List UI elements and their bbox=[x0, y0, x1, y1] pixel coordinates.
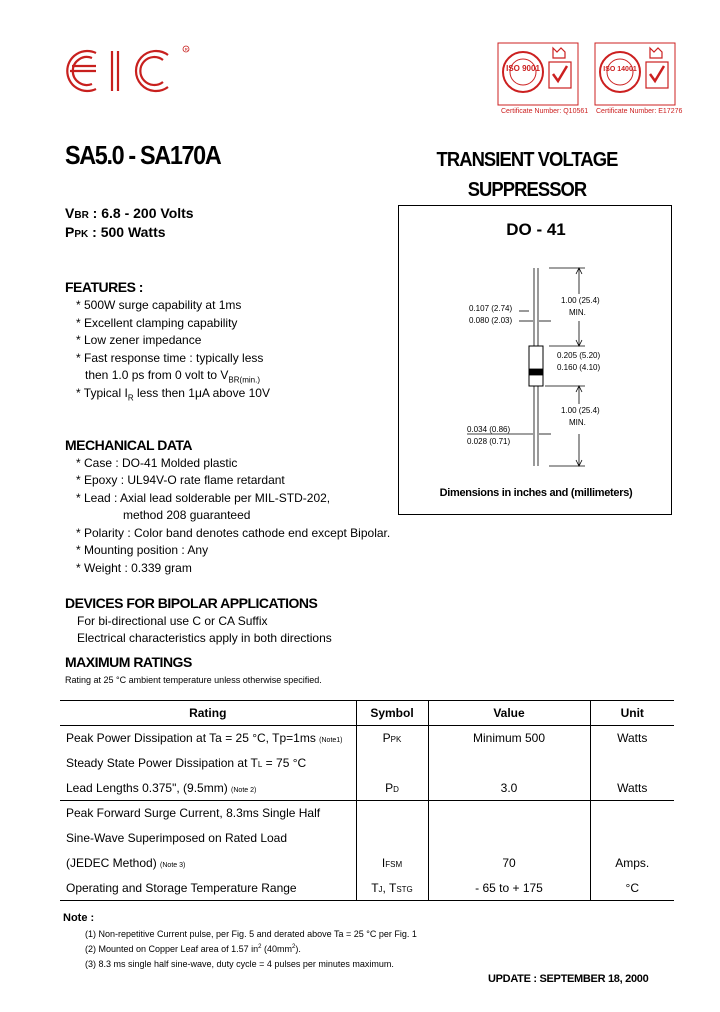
subtitle-line2: SUPPRESSOR bbox=[467, 179, 587, 201]
part-title: SA5.0 - SA170A bbox=[65, 140, 221, 170]
cert-iso9001 bbox=[497, 42, 587, 120]
cell-value: 70 bbox=[428, 851, 590, 876]
feature-item: * Low zener impedance bbox=[76, 333, 202, 347]
mechanical-item: * Epoxy : UL94V-O rate flame retardant bbox=[76, 473, 285, 487]
eic-logo bbox=[62, 45, 192, 97]
cell-rating: Peak Power Dissipation at Ta = 25 °C, Tp=1ms (Note1) bbox=[60, 726, 356, 751]
note-2: (2) Mounted on Copper Leaf area of 1.57 $in^2$ $(40mm^2)$. bbox=[85, 944, 301, 954]
feature-item: * Typical $I_R$ less then 1μA above 10V bbox=[76, 386, 270, 403]
dim-length-top: 1.00 (25.4) bbox=[561, 296, 600, 305]
note-3: (3) 8.3 ms single half sine-wave, duty cycle = 4 pulses per minutes maximum. bbox=[85, 959, 394, 969]
table-row bbox=[60, 801, 674, 826]
cell-unit: Watts bbox=[617, 780, 648, 795]
package-name: DO - 41 bbox=[506, 220, 566, 239]
cert-iso14001 bbox=[594, 42, 684, 120]
cert-number-9001: Certificate Number: Q10561 bbox=[501, 108, 589, 115]
dim-body-max: 0.205 (5.20) bbox=[557, 351, 601, 360]
diode-outline-icon bbox=[399, 206, 673, 516]
dim-lead-dia-min: 0.080 (2.03) bbox=[469, 316, 513, 325]
cell-symbol: PD bbox=[356, 776, 428, 801]
mechanical-item: * Mounting position : Any bbox=[76, 543, 209, 557]
spec-ppk: PPK : 500 Watts bbox=[65, 224, 166, 240]
table-header-row bbox=[60, 701, 674, 726]
update-date: UPDATE : SEPTEMBER 18, 2000 bbox=[488, 973, 649, 985]
svg-text:R: R bbox=[184, 46, 188, 52]
table-row bbox=[60, 826, 674, 851]
spec-vbr: VBR : 6.8 - 200 Volts bbox=[65, 205, 194, 221]
notes-heading: Note : bbox=[63, 912, 95, 924]
cell-value: Minimum 500 bbox=[428, 726, 590, 751]
mechanical-item: * Weight : 0.339 gram bbox=[76, 561, 192, 575]
cell-unit: Amps. bbox=[615, 856, 650, 870]
dim-body-min: 0.160 (4.10) bbox=[557, 363, 601, 372]
note-1: (1) Non-repetitive Current pulse, per Fig. 5 and derated above Ta = 25 °C per Fig. 1 bbox=[85, 929, 417, 939]
package-drawing bbox=[398, 205, 672, 515]
feature-item: then 1.0 ps from 0 volt to $V_{BR(min.)}$ bbox=[85, 368, 260, 385]
mechanical-heading: MECHANICAL DATA bbox=[65, 437, 193, 453]
cell-symbol: IFSM bbox=[356, 851, 428, 876]
cell-rating: Lead Lengths 0.375", (9.5mm) (Note 2) bbox=[60, 776, 356, 801]
bipolar-heading: DEVICES FOR BIPOLAR APPLICATIONS bbox=[65, 595, 318, 611]
mechanical-item: * Polarity : Color band denotes cathode end except Bipolar. bbox=[76, 526, 391, 540]
mechanical-item: * Lead : Axial lead solderable per MIL-STD-202, bbox=[76, 491, 331, 505]
subtitle-line1: TRANSIENT VOLTAGE bbox=[436, 149, 618, 171]
bipolar-item: For bi-directional use C or CA Suffix bbox=[77, 614, 268, 628]
cell-symbol: TJ, TSTG bbox=[356, 876, 428, 901]
ratings-table bbox=[60, 700, 674, 901]
cell-symbol: PPK bbox=[356, 726, 428, 751]
header-rating: Rating bbox=[60, 701, 356, 726]
bipolar-item: Electrical characteristics apply in both directions bbox=[77, 631, 332, 645]
svg-text:ISO 9001: ISO 9001 bbox=[506, 64, 540, 73]
max-ratings-heading: MAXIMUM RATINGS bbox=[65, 654, 192, 670]
svg-text:ISO 14001: ISO 14001 bbox=[603, 66, 637, 73]
mechanical-item: method 208 guaranteed bbox=[123, 508, 251, 522]
feature-item: * Excellent clamping capability bbox=[76, 316, 238, 330]
max-ratings-note: Rating at 25 °C ambient temperature unless otherwise specified. bbox=[65, 675, 322, 685]
dim-min-bottom: MIN. bbox=[569, 418, 586, 427]
dim-wire-min: 0.028 (0.71) bbox=[467, 437, 511, 446]
features-heading: FEATURES : bbox=[65, 279, 143, 295]
cell-value: 3.0 bbox=[428, 776, 590, 801]
table-row bbox=[60, 851, 674, 876]
table-row bbox=[60, 876, 674, 901]
cell-rating: Steady State Power Dissipation at TL = 75 °C bbox=[60, 751, 356, 776]
feature-item: * 500W surge capability at 1ms bbox=[76, 298, 242, 312]
dim-wire-max: 0.034 (0.86) bbox=[467, 425, 511, 434]
cell-unit: °C bbox=[625, 880, 639, 895]
header-value: Value bbox=[428, 701, 590, 726]
iso-badge-icon bbox=[497, 42, 579, 108]
mechanical-item: * Case : DO-41 Molded plastic bbox=[76, 456, 238, 470]
dim-lead-dia-max: 0.107 (2.74) bbox=[469, 304, 513, 313]
cell-rating: (JEDEC Method) (Note 3) bbox=[60, 851, 356, 876]
cell-rating: Peak Forward Surge Current, 8.3ms Single Half bbox=[60, 801, 356, 826]
cell-rating: Operating and Storage Temperature Range bbox=[60, 876, 356, 901]
feature-item: * Fast response time : typically less bbox=[76, 351, 264, 365]
cell-rating: Sine-Wave Superimposed on Rated Load bbox=[60, 826, 356, 851]
header-symbol: Symbol bbox=[356, 701, 428, 726]
table-row bbox=[60, 751, 674, 776]
dim-min-top: MIN. bbox=[569, 308, 586, 317]
cell-value: - 65 to + 175 bbox=[428, 876, 590, 901]
cell-unit: Watts bbox=[617, 731, 648, 746]
table-row bbox=[60, 776, 674, 801]
table-row bbox=[60, 726, 674, 751]
iso-badge-icon bbox=[594, 42, 676, 108]
header-unit: Unit bbox=[620, 706, 644, 720]
dim-length-bottom: 1.00 (25.4) bbox=[561, 406, 600, 415]
dimensions-caption: Dimensions in inches and (millimeters) bbox=[439, 487, 633, 499]
cert-number-14001: Certificate Number: E17276 bbox=[596, 108, 683, 115]
